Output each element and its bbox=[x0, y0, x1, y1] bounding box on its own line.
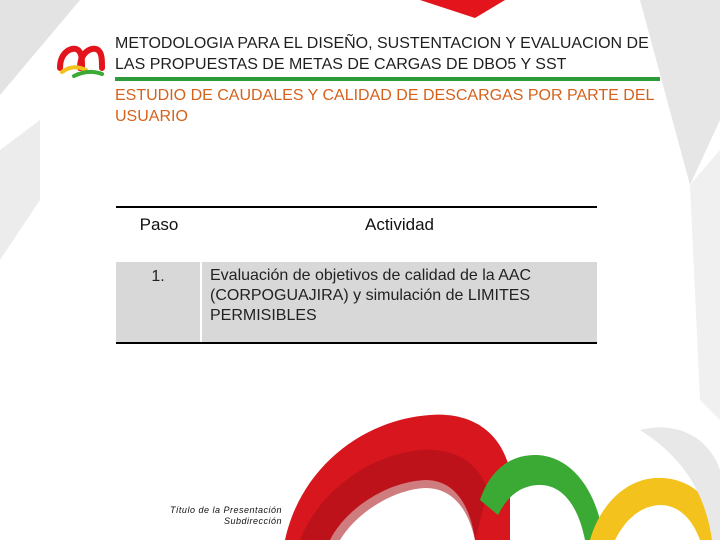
row-activity: Evaluación de objetivos de calidad de la AAC (CORPOGUAJIRA) y simulación de LIMITES PERMISIBLES bbox=[210, 267, 532, 324]
top-right-red-wedge bbox=[420, 0, 505, 18]
right-gray-strip bbox=[690, 150, 720, 420]
page-subtitle: ESTUDIO DE CAUDALES Y CALIDAD DE DESCARGAS POR PARTE DEL USUARIO bbox=[115, 87, 654, 125]
row-step: 1. bbox=[116, 262, 202, 342]
footer-subdirection: Subdirección bbox=[223, 516, 282, 526]
header-activity: Actividad bbox=[365, 215, 434, 234]
table-header bbox=[116, 208, 597, 260]
methodology-table bbox=[116, 206, 597, 344]
table-row bbox=[116, 260, 597, 344]
title-divider bbox=[115, 77, 660, 81]
header-step: Paso bbox=[139, 215, 179, 234]
left-gray-band bbox=[0, 120, 40, 260]
logo-icon bbox=[56, 38, 106, 78]
page-title: METODOLOGIA PARA EL DISEÑO, SUSTENTACION Y EVALUACION DE LAS PROPUESTAS DE METAS DE CARGAS DE DBO5 Y SST bbox=[115, 35, 649, 73]
footer-presentation-title: Título de la Presentación bbox=[169, 505, 282, 515]
footer bbox=[120, 505, 282, 527]
